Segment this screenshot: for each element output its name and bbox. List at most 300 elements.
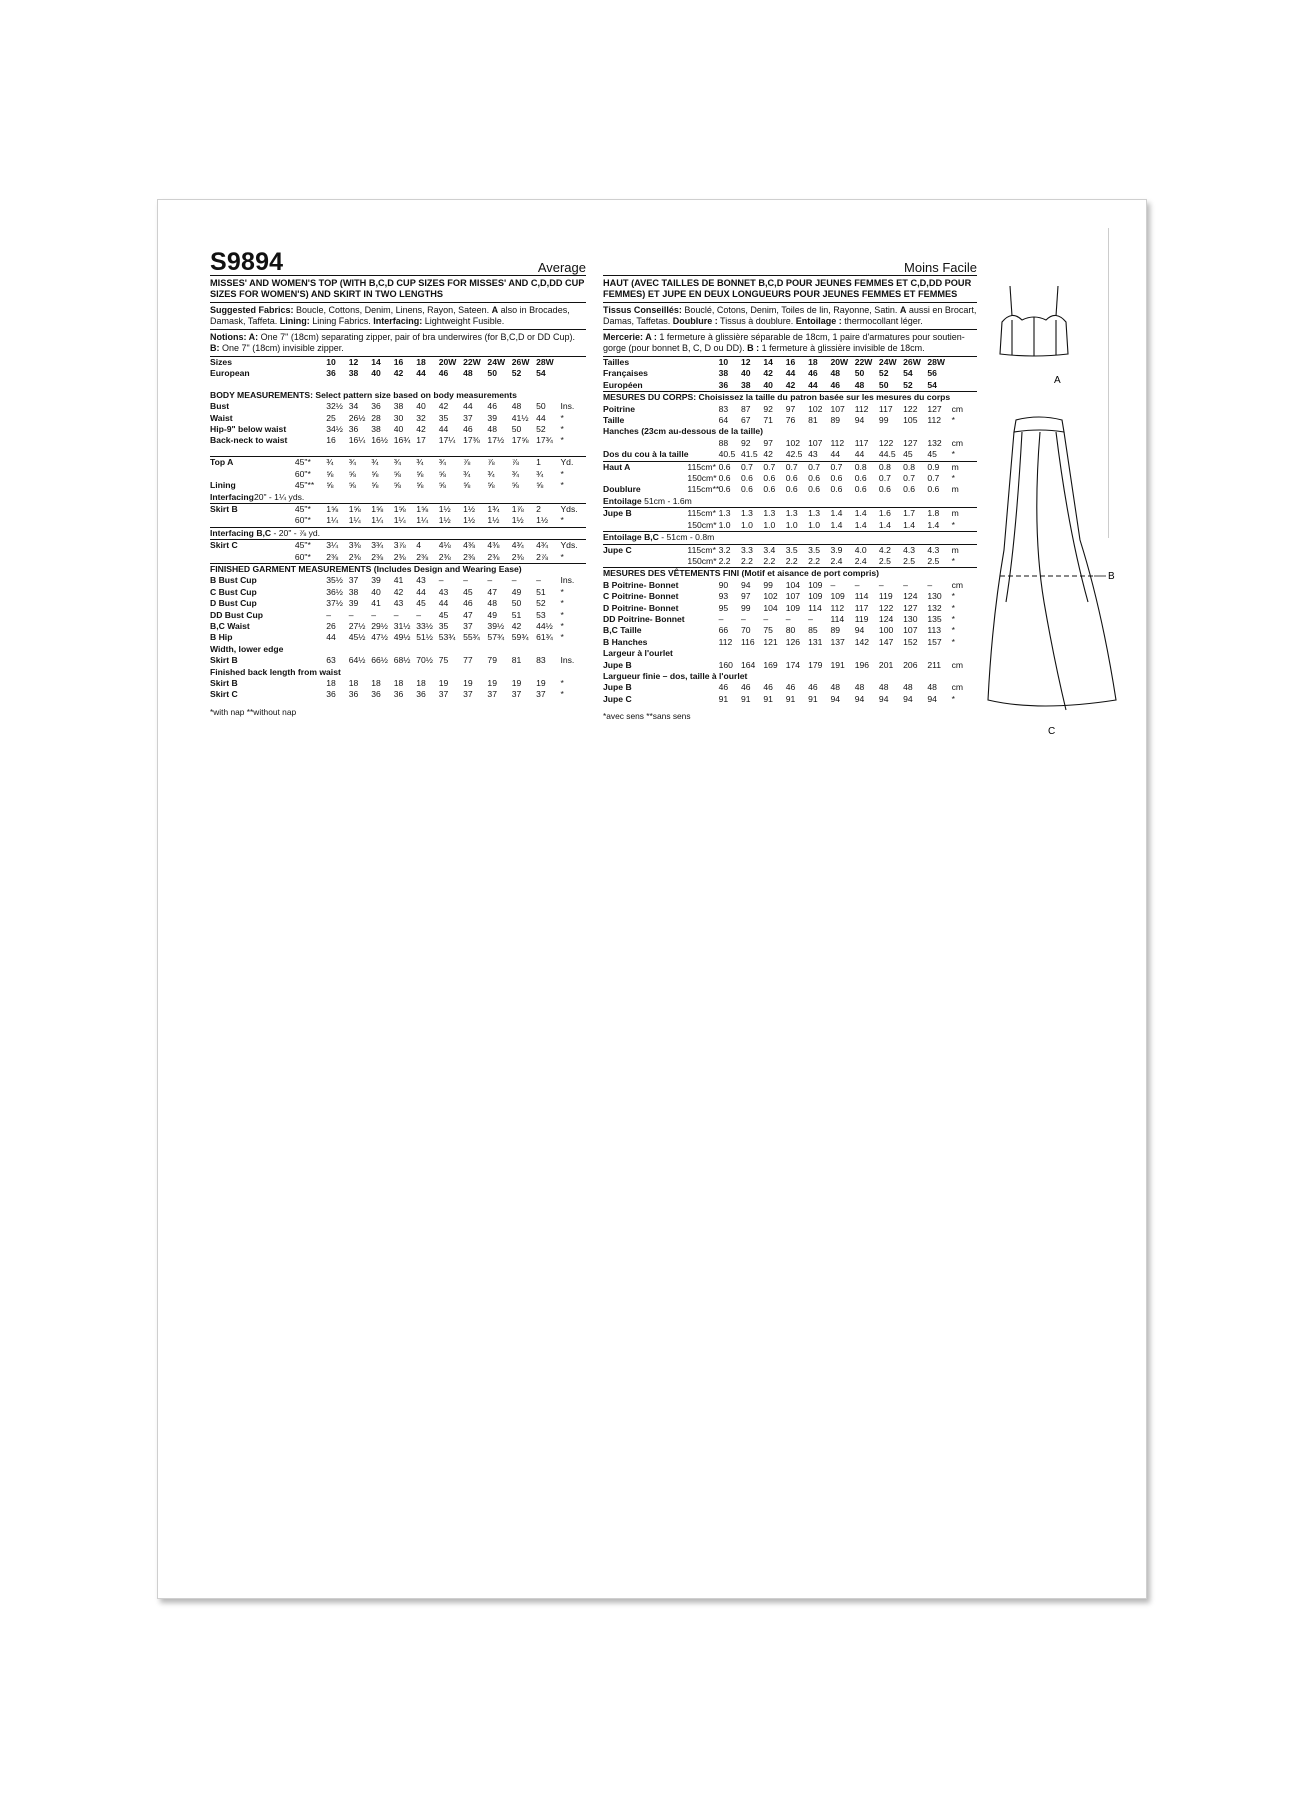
chart-cell: 17½ <box>487 435 505 446</box>
chart-cell: 34 <box>348 401 359 412</box>
chart-cell: 83 <box>718 403 729 414</box>
chart-cell: 59¾ <box>511 632 529 643</box>
chart-cell: 51½ <box>416 632 433 643</box>
chart-cell: 0.7 <box>741 461 763 473</box>
chart-cell: 49 <box>487 609 497 620</box>
chart-row <box>603 380 977 392</box>
chart-cell: 92 <box>740 437 751 448</box>
chart-cell: * <box>951 473 955 484</box>
difficulty-level: Average <box>537 260 586 275</box>
fabric-width <box>687 380 718 392</box>
chart-cell: 48 <box>878 682 889 693</box>
chart-cell: – <box>740 613 746 624</box>
chart-cell: ⅝ <box>371 480 379 491</box>
fabric-width <box>687 614 718 625</box>
interfacing-text-fr: thermocollant léger. <box>841 316 923 326</box>
chart-cell: cm <box>951 579 964 590</box>
chart-cell: cm <box>951 659 964 670</box>
chart-cell: 2 <box>536 503 560 515</box>
row-label <box>603 520 687 532</box>
chart-cell: 10 <box>718 357 729 367</box>
chart-cell: 46 <box>740 682 751 693</box>
chart-cell: 36 <box>416 689 426 700</box>
row-label: Skirt C <box>210 689 238 700</box>
chart-cell: 29½ <box>371 621 388 632</box>
fabric-width <box>687 415 718 426</box>
chart-cell: 122 <box>903 403 918 414</box>
chart-cell: 12 <box>740 357 751 367</box>
fabric-width <box>295 357 326 368</box>
chart-cell: 112 <box>830 437 845 448</box>
chart-cell: 142 <box>854 636 870 647</box>
chart-cell: ⅝ <box>371 468 379 479</box>
chart-cell: ⅝ <box>416 468 424 479</box>
chart-cell: 2⅜ <box>416 551 429 562</box>
chart-cell: 94 <box>740 579 751 590</box>
chart-cell: – <box>416 609 422 620</box>
chart-cell: * <box>560 678 564 689</box>
row-label: B Poitrine- Bonnet <box>603 579 679 590</box>
chart-cell: 76 <box>785 415 796 426</box>
chart-cell: 42 <box>393 368 404 379</box>
chart-cell: ⅝ <box>536 480 544 491</box>
chart-cell: 50 <box>536 401 546 412</box>
chart-row <box>210 492 586 504</box>
chart-cell: * <box>560 621 564 632</box>
fabric-width <box>295 435 326 446</box>
chart-cell: 102 <box>763 591 778 602</box>
chart-cell: 1½ <box>536 515 549 526</box>
chart-row <box>603 660 977 671</box>
chart-cell: 17¾ <box>536 435 553 446</box>
chart-cell: 75 <box>438 655 449 666</box>
chart-cell: 37 <box>487 689 497 700</box>
chart-cell: 1⅝ <box>371 503 394 515</box>
chart-cell: 164 <box>740 659 756 670</box>
row-label: Doublure <box>603 484 641 495</box>
chart-cell: 37½ <box>326 598 343 609</box>
chart-cell: 48 <box>463 368 473 379</box>
suggested-fabrics-fr <box>603 303 977 330</box>
chart-cell: 0.7 <box>830 461 854 473</box>
chart-cell: 102 <box>808 403 823 414</box>
chart-row <box>210 667 586 678</box>
chart-cell: 147 <box>878 636 894 647</box>
chart-cell: 3.5 <box>786 544 808 556</box>
chart-cell: 132 <box>927 437 942 448</box>
chart-cell: 17⅜ <box>463 435 480 446</box>
chart-cell: 44 <box>438 424 449 435</box>
french-size-chart <box>603 357 977 705</box>
chart-cell: 1.3 <box>719 508 741 520</box>
chart-cell: 64½ <box>348 655 366 666</box>
chart-cell: 109 <box>808 579 823 590</box>
chart-row <box>603 591 977 602</box>
row-label: Bust <box>210 401 230 412</box>
fabric-width: 115cm* <box>687 508 718 520</box>
chart-cell: 3.5 <box>808 544 830 556</box>
chart-cell: – <box>536 575 541 586</box>
chart-cell: 2.2 <box>785 555 798 566</box>
chart-row <box>603 449 977 461</box>
chart-cell: 20W <box>830 357 849 367</box>
fabric-width: 150cm* <box>687 555 717 566</box>
chart-row <box>603 438 977 449</box>
chart-cell: 113 <box>927 625 942 636</box>
chart-row <box>210 515 586 527</box>
chart-row <box>603 603 977 614</box>
chart-cell: 0.6 <box>830 484 843 495</box>
chart-cell: 114 <box>830 613 845 624</box>
chart-cell: 0.7 <box>927 473 940 484</box>
chart-row <box>603 368 977 379</box>
row-label: Skirt B <box>210 503 295 515</box>
fabric-width: 115cm* <box>687 544 718 556</box>
chart-cell: 52 <box>878 368 889 379</box>
row-label: Jupe B <box>603 659 632 670</box>
chart-cell: 54 <box>927 379 937 390</box>
fabric-width <box>295 413 326 424</box>
english-size-chart <box>210 357 586 701</box>
lining-text: Lining Fabrics. <box>309 316 374 326</box>
chart-cell: 44 <box>416 586 426 597</box>
chart-cell: 56 <box>927 368 937 379</box>
chart-cell: 37 <box>511 689 522 700</box>
line-text: 20" - 1¼ yds. <box>253 491 305 502</box>
chart-cell: 91 <box>808 693 818 704</box>
chart-cell: 1½ <box>463 515 476 526</box>
chart-row <box>603 484 977 495</box>
chart-cell: 1.4 <box>878 519 891 530</box>
chart-row <box>210 655 586 666</box>
chart-cell: – <box>438 575 444 586</box>
fabric-width <box>295 401 326 412</box>
chart-cell: 49½ <box>393 632 411 643</box>
chart-cell: 97 <box>740 591 751 602</box>
chart-cell: 38 <box>371 424 381 435</box>
chart-cell <box>952 380 977 392</box>
fabric-width: 45"* <box>295 503 326 515</box>
chart-cell: 45 <box>927 449 937 460</box>
chart-cell: 46 <box>487 401 497 412</box>
chart-cell: ⅝ <box>348 480 356 491</box>
chart-cell: 3.4 <box>763 544 785 556</box>
chart-cell: 36 <box>393 689 404 700</box>
chart-cell: 44 <box>854 449 865 460</box>
line-text: - 51cm - 0.8m <box>658 532 715 543</box>
fabric-width <box>687 603 718 614</box>
chart-cell: 48 <box>511 401 522 412</box>
chart-cell: 91 <box>763 693 773 704</box>
chart-cell: * <box>560 689 564 700</box>
chart-cell: 64 <box>718 415 729 426</box>
chart-cell: 44.5 <box>878 449 896 460</box>
chart-cell: 0.6 <box>808 484 821 495</box>
chart-cell: 160 <box>718 659 733 670</box>
chart-cell: 0.6 <box>830 473 843 484</box>
chart-cell: 94 <box>854 625 865 636</box>
chart-line <box>603 496 977 508</box>
chart-cell: 2⅜ <box>487 551 500 562</box>
notions-a-text: One 7" (18cm) separating zipper, pair of bra underwires (for B,C,D or DD Cup). <box>258 332 575 342</box>
row-label: C Poitrine- Bonnet <box>603 591 679 602</box>
chart-cell: 38 <box>718 368 729 379</box>
chart-cell: 0.8 <box>903 461 927 473</box>
chart-cell: ¾ <box>487 468 495 479</box>
chart-cell: 40 <box>393 424 404 435</box>
chart-cell: 0.6 <box>785 473 798 484</box>
chart-cell: 0.6 <box>903 484 916 495</box>
chart-cell: 1.4 <box>830 519 843 530</box>
chart-cell: 79 <box>487 655 497 666</box>
chart-cell: * <box>951 693 955 704</box>
chart-cell: 46 <box>438 368 449 379</box>
chart-cell: 91 <box>740 693 751 704</box>
chart-cell: Ins. <box>560 575 575 586</box>
chart-cell: 43 <box>438 586 449 597</box>
chart-cell: 48 <box>854 682 865 693</box>
chart-cell: 3.2 <box>719 544 741 556</box>
chart-cell: 2⅜ <box>348 551 361 562</box>
chart-cell: – <box>393 609 399 620</box>
chart-line <box>210 667 586 678</box>
chart-cell: ⅝ <box>463 480 471 491</box>
chart-line <box>210 527 586 539</box>
chart-cell: 41 <box>371 598 381 609</box>
chart-cell: 18 <box>808 357 818 367</box>
chart-cell: 169 <box>763 659 778 670</box>
row-label <box>210 515 295 527</box>
chart-cell: 32 <box>416 412 426 423</box>
chart-cell: ¾ <box>371 457 394 469</box>
chart-cell: 42 <box>438 401 449 412</box>
chart-cell: 88 <box>718 437 729 448</box>
notions-b-text: One 7" (18cm) invisible zipper. <box>219 343 344 353</box>
chart-cell: 117 <box>854 437 869 448</box>
chart-cell: 40 <box>740 368 751 379</box>
chart-cell: 0.6 <box>854 473 867 484</box>
chart-cell: 19 <box>511 678 522 689</box>
chart-cell: 24W <box>878 357 897 367</box>
chart-cell: – <box>878 579 884 590</box>
chart-cell: 0.6 <box>763 473 776 484</box>
chart-row <box>603 357 977 368</box>
chart-cell: 107 <box>808 437 823 448</box>
chart-cell: 92 <box>763 403 773 414</box>
chart-cell: 112 <box>854 403 869 414</box>
chart-cell: 109 <box>785 602 801 613</box>
chart-row <box>210 447 586 457</box>
chart-row <box>210 424 586 435</box>
chart-cell <box>560 368 586 379</box>
notions-fr <box>603 330 977 357</box>
chart-cell: 44 <box>463 401 473 412</box>
row-label: Lining <box>210 480 236 491</box>
chart-cell: m <box>952 461 977 473</box>
fabric-width: 150cm* <box>687 473 717 484</box>
chart-cell: 119 <box>854 613 869 624</box>
chart-cell: 117 <box>878 403 893 414</box>
chart-cell: 10 <box>326 357 336 367</box>
chart-cell: 152 <box>903 636 918 647</box>
row-label <box>210 552 295 564</box>
chart-cell: * <box>560 551 564 562</box>
notions-a-text-fr: 1 fermeture à glissière séparable de 18cm, 1 paire d'armatures pour soutien-gorge (pour bonnet B, C, D ou DD). <box>603 332 965 353</box>
chart-cell: 37 <box>463 621 473 632</box>
chart-cell: 2.2 <box>740 555 753 566</box>
fabric-width <box>687 368 718 379</box>
chart-cell: 2⅜ <box>511 551 524 562</box>
chart-cell: * <box>951 613 955 624</box>
chart-cell: 22W <box>463 357 481 367</box>
line-label: Largeur à l'ourlet <box>603 648 673 659</box>
chart-cell: 39 <box>348 598 359 609</box>
chart-cell: 36½ <box>326 586 343 597</box>
chart-cell: 0.7 <box>786 461 808 473</box>
english-header <box>210 250 586 276</box>
chart-cell: Yds. <box>560 540 586 552</box>
chart-cell: 4.2 <box>879 544 903 556</box>
row-label: European <box>210 368 250 379</box>
chart-cell: 26W <box>903 357 921 367</box>
chart-cell: 109 <box>808 591 823 602</box>
chart-cell: 1.4 <box>927 519 940 530</box>
chart-row <box>603 568 977 580</box>
chart-cell: 2⅜ <box>326 551 339 562</box>
chart-cell <box>952 368 977 379</box>
chart-cell: 94 <box>903 693 913 704</box>
pattern-title-fr: HAUT (AVEC TAILLES DE BONNET B,C,D POUR JEUNES FEMMES ET C,D,DD POUR FEMMES) ET JUPE EN DEUX LONGUEURS POUR JEUNES FEMMES ET FEMMES <box>603 276 977 303</box>
chart-cell: 46 <box>463 424 473 435</box>
chart-cell: 18 <box>393 678 404 689</box>
chart-row <box>210 368 586 379</box>
row-label: B Hip <box>210 632 233 643</box>
chart-cell: 157 <box>927 636 942 647</box>
fabric-width <box>687 682 718 693</box>
chart-cell: 1¼ <box>348 515 361 526</box>
chart-cell: ⅞ <box>512 457 536 469</box>
chart-cell: * <box>560 515 564 526</box>
chart-cell: 4⅜ <box>463 540 487 552</box>
row-label: Taille <box>603 415 625 426</box>
fabric-width <box>687 694 718 705</box>
chart-cell: 0.6 <box>718 473 731 484</box>
chart-cell: 80 <box>785 625 796 636</box>
chart-cell: 4 <box>416 540 439 552</box>
chart-cell: 30 <box>393 412 404 423</box>
row-label: Dos du cou à la taille <box>603 449 689 460</box>
row-label: Top A <box>210 457 295 469</box>
chart-cell: 0.8 <box>879 461 903 473</box>
chart-cell: 47 <box>487 586 497 597</box>
chart-cell: 37 <box>438 689 449 700</box>
chart-cell: 2.2 <box>808 555 821 566</box>
chart-cell: ¾ <box>349 457 372 469</box>
chart-cell: 127 <box>903 602 918 613</box>
row-label <box>603 556 687 568</box>
chart-cell: – <box>854 579 860 590</box>
chart-cell: 46 <box>808 368 818 379</box>
chart-cell: Yd. <box>560 457 586 469</box>
chart-cell: * <box>560 632 564 643</box>
chart-cell: 44½ <box>536 621 553 632</box>
english-column <box>210 250 586 717</box>
view-illustrations <box>984 280 1124 820</box>
chart-cell: 57¾ <box>487 632 505 643</box>
chart-cell: 94 <box>878 693 889 704</box>
chart-cell: 93 <box>718 591 729 602</box>
view-b-c-skirt-illustration <box>988 417 1116 710</box>
chart-cell: 16 <box>785 357 796 367</box>
row-label: B Hanches <box>603 636 648 647</box>
row-label: D Bust Cup <box>210 598 257 609</box>
chart-cell: 0.6 <box>854 484 867 495</box>
chart-cell: 24W <box>487 357 506 367</box>
lining-text-fr: Tissus à doublure. <box>717 316 796 326</box>
chart-cell: 42 <box>393 586 404 597</box>
chart-row <box>210 401 586 412</box>
chart-row <box>210 527 586 539</box>
chart-cell: 1.0 <box>763 519 776 530</box>
chart-cell: ¾ <box>439 457 463 469</box>
chart-line <box>603 426 977 437</box>
chart-cell: 4¾ <box>536 540 560 552</box>
chart-cell: 1.6 <box>879 508 903 520</box>
chart-cell: 99 <box>878 415 889 426</box>
chart-row <box>603 461 977 473</box>
chart-cell: 33½ <box>416 621 433 632</box>
chart-cell: 124 <box>903 591 918 602</box>
chart-cell: – <box>808 613 813 624</box>
fabric-width: 45"* <box>295 457 326 469</box>
chart-cell: cm <box>951 437 964 448</box>
chart-cell: 137 <box>830 636 845 647</box>
chart-cell: 91 <box>785 693 796 704</box>
section-heading: MESURES DU CORPS: Choisissez la taille du patron basée sur les mesures du corps <box>603 392 977 404</box>
chart-row <box>603 648 977 659</box>
chart-cell: 54 <box>903 368 913 379</box>
chart-cell: 22W <box>854 357 873 367</box>
chart-cell: 132 <box>927 602 942 613</box>
chart-row <box>210 480 586 491</box>
chart-cell: ⅝ <box>438 480 446 491</box>
chart-cell: 89 <box>830 415 841 426</box>
chart-cell: 44 <box>808 379 818 390</box>
line-label: Hanches (23cm au-dessous de la taille) <box>603 426 763 437</box>
chart-cell: 127 <box>903 437 918 448</box>
chart-cell: 2.4 <box>830 555 843 566</box>
chart-cell: 130 <box>927 591 942 602</box>
chart-row <box>603 520 977 532</box>
chart-cell: ¾ <box>463 468 471 479</box>
chart-cell: 48 <box>903 682 913 693</box>
chart-cell: 2⅜ <box>438 551 451 562</box>
chart-cell: 68½ <box>393 655 411 666</box>
chart-row <box>210 552 586 564</box>
chart-row <box>603 625 977 636</box>
fabrics-text: Boucle, Cottons, Denim, Linens, Rayon, Sateen. <box>293 305 492 315</box>
chart-cell: 42 <box>763 368 773 379</box>
fabric-width <box>687 625 718 636</box>
chart-cell: 52 <box>536 598 546 609</box>
chart-cell: 2⅞ <box>536 551 549 562</box>
chart-cell: 44 <box>785 368 796 379</box>
chart-row <box>210 632 586 643</box>
chart-cell: 36 <box>371 401 381 412</box>
chart-cell: * <box>560 598 564 609</box>
fabric-width <box>295 689 326 700</box>
fabric-width: 60"* <box>294 515 311 526</box>
